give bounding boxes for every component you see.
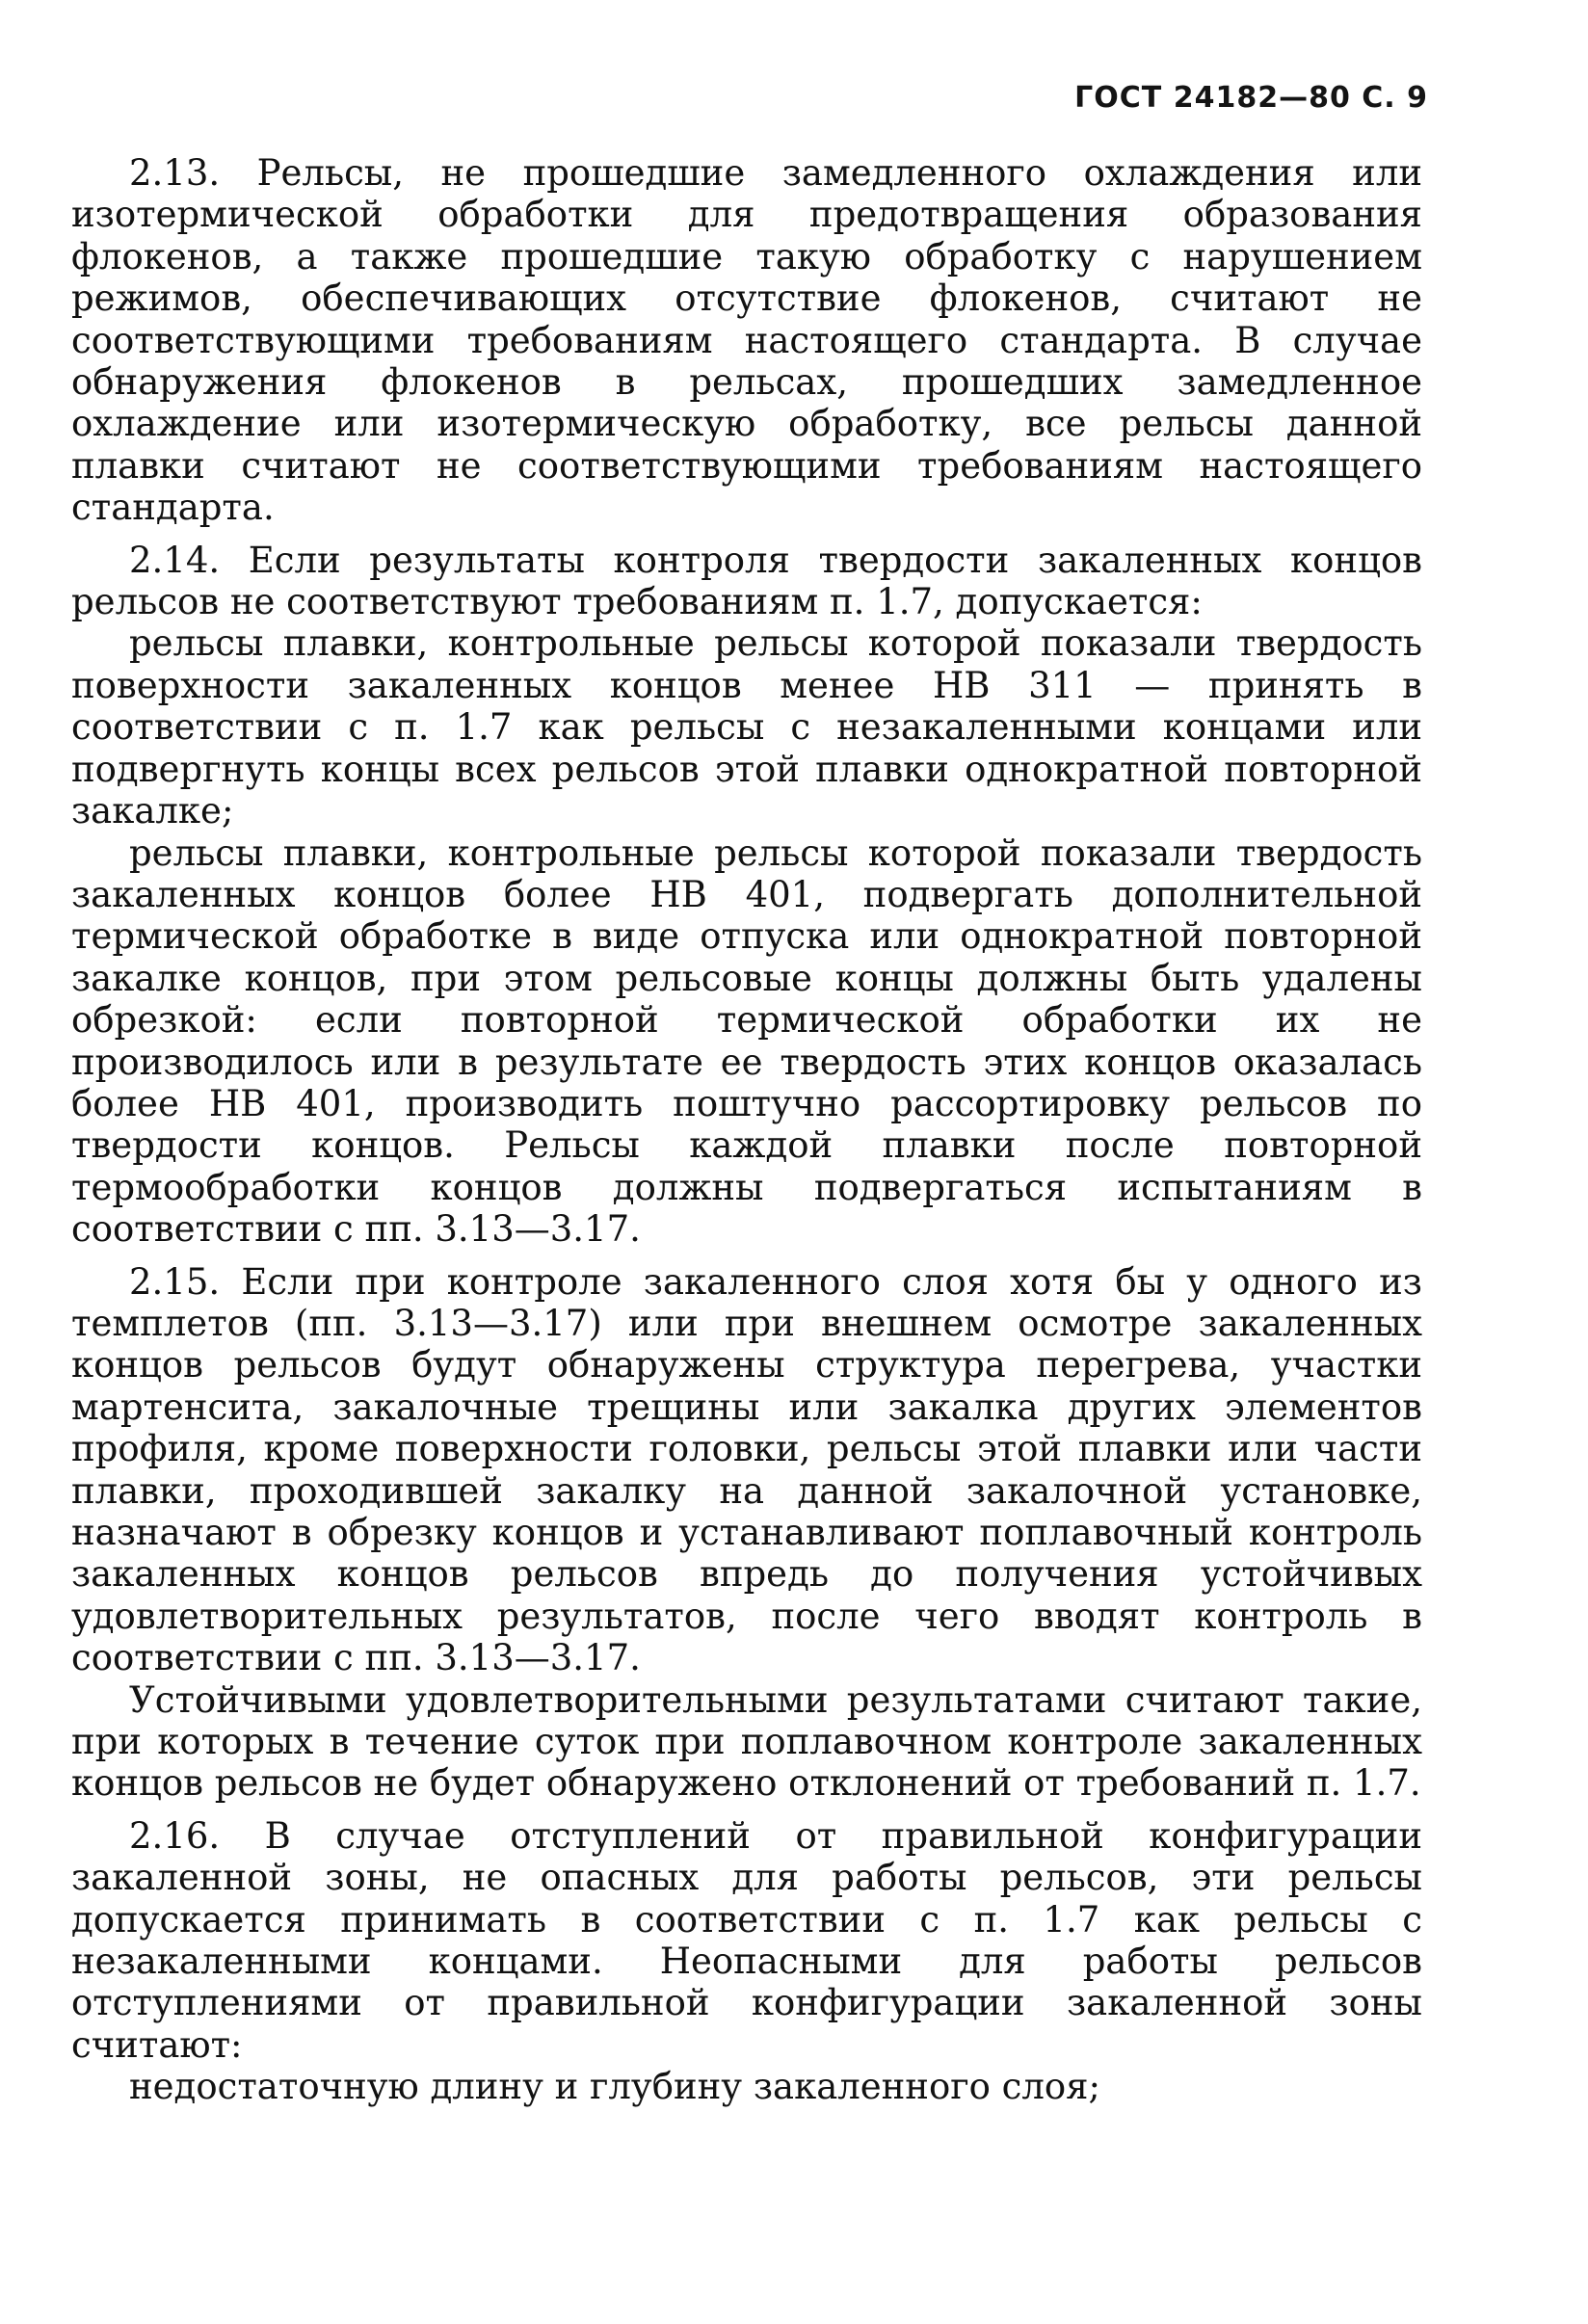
paragraph-2-14: 2.14. Если результаты контроля твердости закаленных концов рельсов не соответствуют требованиям п. 1.7, допускается: [71, 539, 1422, 623]
paragraph-2-16: 2.16. В случае отступлений от правильной конфигурации закаленной зоны, не опасных для работы рельсов, эти рельсы допускается принимать в соответствии с п. 1.7 как рельсы с незакаленными концами. Неопасными для работы рельсов отступлениями от правильной конфигурации закаленной зоны считают: [71, 1814, 1422, 2066]
paragraph-2-14-item-2: рельсы плавки, контрольные рельсы которой показали твердость закаленных концов более НВ 401, подвергать дополнительной термической обработке в виде отпуска или однократной повторной закалке концов, при этом рельсовые концы должны быть удалены обрезкой: если повторной термической обработки их не производилось или в результате ее твердость этих концов оказалась более НВ 401, производить поштучно рассортировку рельсов по твердости концов. Рельсы каждой плавки после повторной термообработки концов должны подвергаться испытаниям в соответствии с пп. 3.13—3.17. [71, 832, 1422, 1251]
paragraph-2-14-item-1: рельсы плавки, контрольные рельсы которой показали твердость поверхности закаленных концов менее НВ 311 — принять в соответствии с п. 1.7 как рельсы с незакаленными концами или подвергнуть концы всех рельсов этой плавки однократной повторной закалке; [71, 622, 1422, 832]
paragraph-2-16-item-1: недостаточную длину и глубину закаленного слоя; [129, 2066, 1100, 2108]
running-header: ГОСТ 24182—80 С. 9 [1074, 81, 1428, 115]
document-body [71, 152, 1422, 2108]
paragraph-2-15: 2.15. Если при контроле закаленного слоя хотя бы у одного из темплетов (пп. 3.13—3.17) или при внешнем осмотре закаленных концов рельсов будут обнаружены структура перегрева, участки мартенсита, закалочные трещины или закалка других элементов профиля, кроме поверхности головки, рельсы этой плавки или части плавки, проходившей закалку на данной закалочной установке, назначают в обрезку концов и устанавливают поплавочный контроль закаленных концов рельсов впредь до получения устойчивых удовлетворительных результатов, после чего вводят контроль в соответствии с пп. 3.13—3.17. [71, 1260, 1422, 1679]
paragraph-2-15-note: Устойчивыми удовлетворительными результатами считают такие, при которых в течение суток при поплавочном контроле закаленных концов рельсов не будет обнаружено отклонений от требований п. 1.7. [71, 1678, 1422, 1805]
paragraph-2-13: 2.13. Рельсы, не прошедшие замедленного охлаждения или изотермической обработки для предотвращения образования флокенов, а также прошедшие такую обработку с нарушением режимов, обеспечивающих отсутствие флокенов, считают не соответствующими требованиям настоящего стандарта. В случае обнаружения флокенов в рельсах, прошедших замедленное охлаждение или изотермическую обработку, все рельсы данной плавки считают не соответствующими требованиям настоящего стандарта. [71, 152, 1422, 529]
